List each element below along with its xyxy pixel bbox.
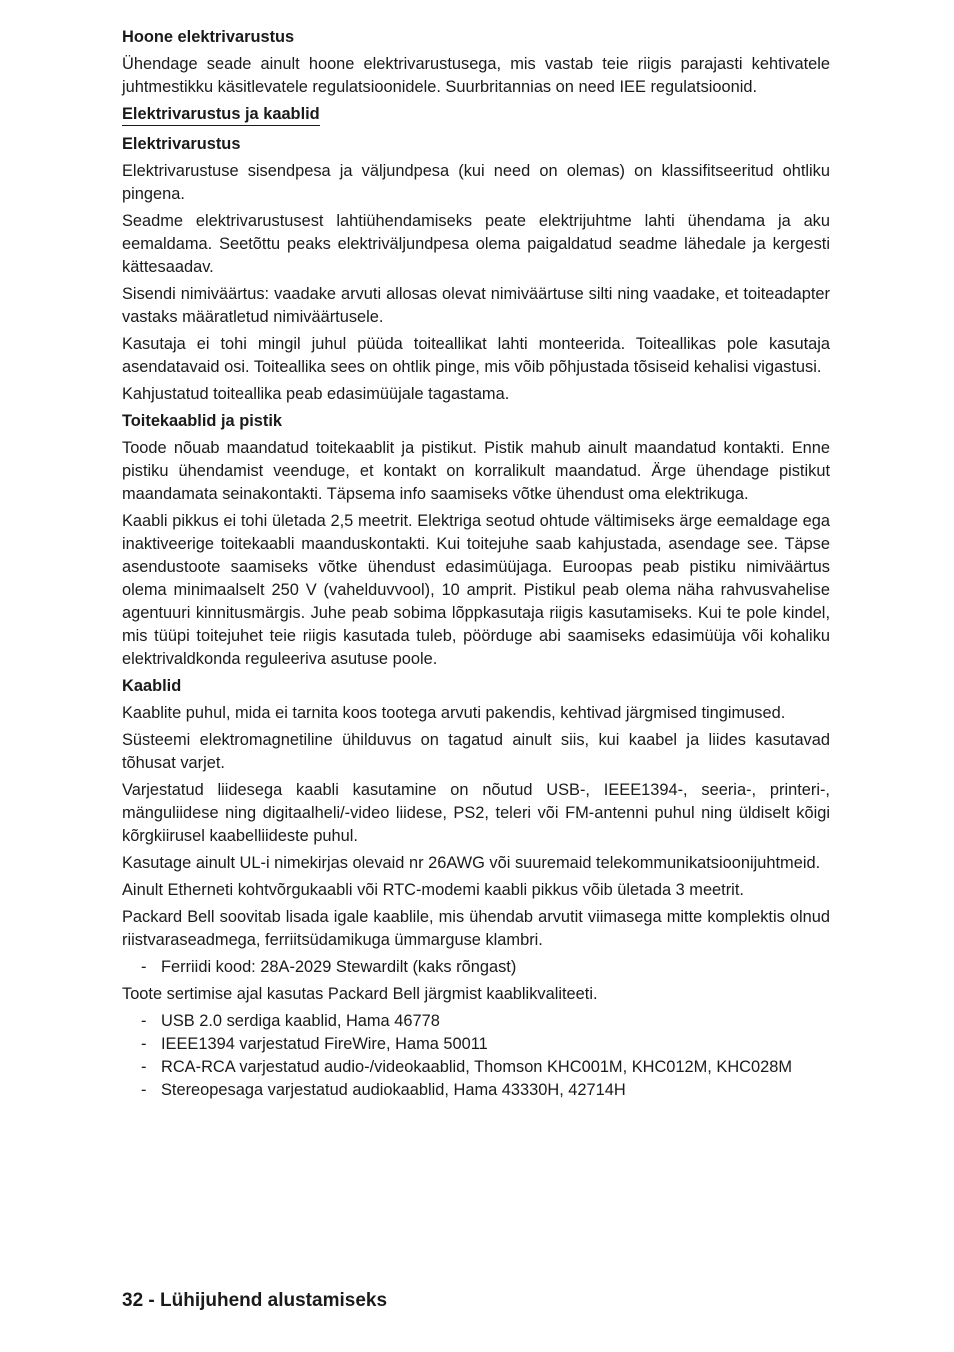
paragraph: Kahjustatud toiteallika peab edasimüüjale tagastama.	[122, 385, 510, 403]
paragraph: Toode nõuab maandatud toitekaablit ja pistikut. Pistik mahub ainult maandatud kontakti. Enne pistiku ühendamist veenduge, et kontakt on korralikult maandatud. Ärge ühendage pistikut maandamata seinakontakti. Täpsema info saamiseks võtke ühendust oma elektrikuga.	[122, 439, 830, 503]
list-item-text: USB 2.0 serdiga kaablid, Hama 46778	[161, 1012, 440, 1030]
chapter-heading-row	[122, 103, 830, 133]
paragraph: Kaablite puhul, mida ei tarnita koos tootega arvuti pakendis, kehtivad järgmised tingimused.	[122, 704, 786, 722]
dash-bullet: -	[141, 958, 147, 976]
paragraph: Ainult Etherneti kohtvõrgukaabli või RTC-modemi kaabli pikkus võib ületada 3 meetrit.	[122, 881, 744, 899]
section-heading: Toitekaablid ja pistik	[122, 412, 283, 430]
paragraph: Süsteemi elektromagnetiline ühilduvus on tagatud ainult siis, kui kaabel ja liides kasutavad tõhusat varjet.	[122, 731, 830, 772]
list-item-text: IEEE1394 varjestatud FireWire, Hama 50011	[161, 1035, 488, 1053]
dash-list	[122, 956, 830, 979]
list-item-text: Stereopesaga varjestatud audiokaablid, Hama 43330H, 42714H	[161, 1081, 626, 1099]
paragraph: Packard Bell soovitab lisada igale kaablile, mis ühendab arvutit viimasega mitte komplektis olnud riistvaraseadmega, ferriitsüdamikuga ümmarguse klambri.	[122, 908, 830, 949]
list-item	[122, 1079, 830, 1102]
section-heading: Elektrivarustus	[122, 135, 241, 153]
list-item	[122, 1056, 830, 1079]
list-item-text: RCA-RCA varjestatud audio-/videokaablid, Thomson KHC001M, KHC012M, KHC028M	[161, 1058, 793, 1076]
dash-bullet: -	[141, 1081, 147, 1099]
chapter-heading: Elektrivarustus ja kaablid	[122, 104, 320, 126]
dash-bullet: -	[141, 1035, 147, 1053]
paragraph: Ühendage seade ainult hoone elektrivarustusega, mis vastab teie riigis parajasti kehtivatele juhtmestikku käsitlevatele regulatsioonidele. Suurbritannias on need IEE regulatsioonid.	[122, 55, 830, 96]
document-body	[122, 26, 830, 1106]
paragraph: Varjestatud liidesega kaabli kasutamine on nõutud USB-, IEEE1394-, seeria-, printeri-, mänguliidese ning digitaalheli/-video liidese, PS2, teleri või FM-antenni puhul ning üldiselt kõigi kõrgkiirusel kaabelliideste puhul.	[122, 781, 830, 845]
dash-list	[122, 1010, 830, 1102]
list-item-text: Ferriidi kood: 28A-2029 Stewardilt (kaks rõngast)	[161, 958, 517, 976]
paragraph: Elektrivarustuse sisendpesa ja väljundpesa (kui need on olemas) on klassifitseeritud ohtliku pingena.	[122, 162, 830, 203]
paragraph: Kasutaja ei tohi mingil juhul püüda toiteallikat lahti monteerida. Toiteallikas pole kasutaja asendatavaid osi. Toiteallika sees on ohtlik pinge, mis võib põhjustada tõsiseid kehalisi vigastusi.	[122, 335, 830, 376]
paragraph: Kasutage ainult UL-i nimekirjas olevaid nr 26AWG või suuremaid telekommunikatsioonijuhtmeid.	[122, 854, 821, 872]
dash-bullet: -	[141, 1058, 147, 1076]
list-item	[122, 956, 830, 979]
dash-bullet: -	[141, 1012, 147, 1030]
paragraph: Sisendi nimiväärtus: vaadake arvuti allosas olevat nimiväärtuse silti ning vaadake, et toiteadapter vastaks määratletud nimiväärtusele.	[122, 285, 830, 326]
section-heading: Hoone elektrivarustus	[122, 28, 295, 46]
paragraph: Seadme elektrivarustusest lahtiühendamiseks peate elektrijuhtme lahti ühendama ja aku eemaldama. Seetõttu peaks elektriväljundpesa olema paigaldatud seadme lähedale ja kergesti kättesaadav.	[122, 212, 830, 276]
paragraph: Kaabli pikkus ei tohi ületada 2,5 meetrit. Elektriga seotud ohtude vältimiseks ärge eemaldage ega inaktiveerige toitekaabli maanduskontakti. Kui toitejuhe saab kahjustada, asendage see. Täpse asendustoote saamiseks võtke ühendust edasimüüjaga. Euroopas peab pistiku nimiväärtus olema minimaalselt 250 V (vahelduvvool), 10 amprit. Pistikul peab olema näha rahvusvahelise agentuuri kinnitusmärgis. Juhe peab sobima lõppkasutaja riigis kasutamiseks. Kui te pole kindel, mis tüüpi toitejuhet teie riigis kasutada tuleb, pöörduge abi saamiseks edasimüüja või kohaliku elektrivaldkonda reguleeriva asutuse poole.	[122, 512, 830, 668]
list-item	[122, 1033, 830, 1056]
page-footer: 32 - Lühijuhend alustamiseks	[122, 1290, 388, 1311]
section-heading: Kaablid	[122, 677, 182, 695]
list-item	[122, 1010, 830, 1033]
paragraph: Toote sertimise ajal kasutas Packard Bell järgmist kaablikvaliteeti.	[122, 985, 598, 1003]
